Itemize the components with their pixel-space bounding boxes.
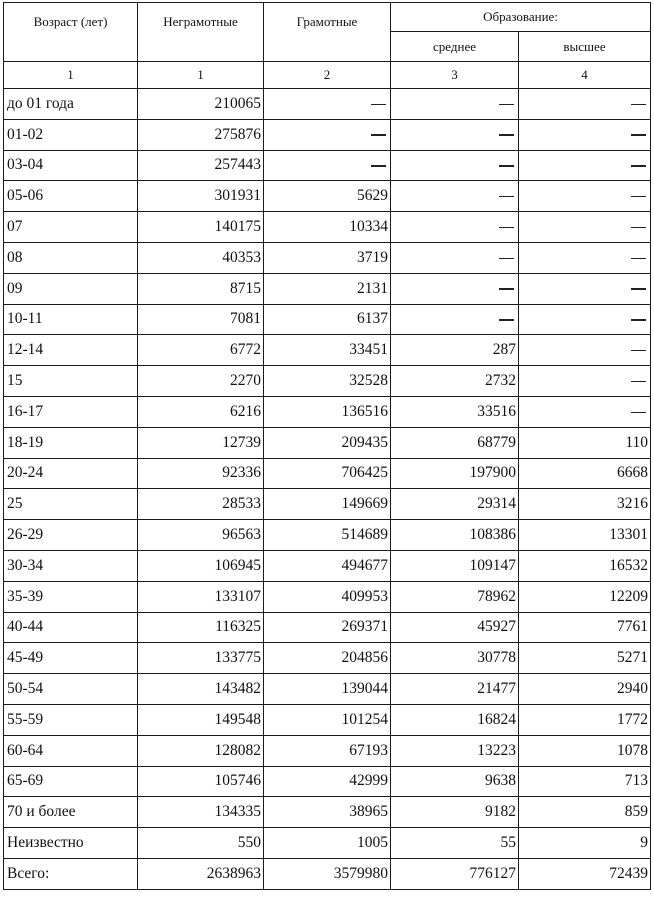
age-cell: 40-44 [4,612,138,643]
illiterate-cell: 7081 [138,304,264,335]
table-row [4,212,651,243]
table-row [4,119,651,150]
age-cell: 20-24 [4,458,138,489]
header-secondary: среднее [391,32,519,62]
secondary-cell: 55 [391,828,519,859]
secondary-cell [391,242,519,273]
literate-cell [264,119,391,150]
header-illiterate: Неграмотные [138,3,264,62]
literate-cell: 409953 [264,581,391,612]
age-cell: 08 [4,242,138,273]
illiterate-cell: 550 [138,828,264,859]
illiterate-cell: 6216 [138,396,264,427]
empty-value-dash [631,104,646,105]
table-row [4,581,651,612]
empty-value-dash [499,319,514,320]
empty-value-dash [499,104,514,105]
higher-cell: 713 [519,766,651,797]
age-cell: 65-69 [4,766,138,797]
literate-cell: 5629 [264,181,391,212]
secondary-cell [391,273,519,304]
literate-cell: 269371 [264,612,391,643]
age-cell: 26-29 [4,520,138,551]
header-education: Образование: [391,3,651,32]
secondary-cell [391,119,519,150]
higher-cell [519,242,651,273]
illiterate-cell: 28533 [138,489,264,520]
age-cell: 35-39 [4,581,138,612]
secondary-cell [391,304,519,335]
table-row [4,766,651,797]
literate-cell: 33451 [264,335,391,366]
secondary-cell: 9638 [391,766,519,797]
literate-cell: 2131 [264,273,391,304]
higher-cell [519,119,651,150]
illiterate-cell: 105746 [138,766,264,797]
secondary-cell: 45927 [391,612,519,643]
table-row [4,735,651,766]
age-cell: 45-49 [4,643,138,674]
literate-cell: 514689 [264,520,391,551]
higher-cell: 2940 [519,674,651,705]
age-cell: 09 [4,273,138,304]
illiterate-cell: 128082 [138,735,264,766]
age-cell: 50-54 [4,674,138,705]
literate-cell: 67193 [264,735,391,766]
literate-cell: 149669 [264,489,391,520]
age-cell: 05-06 [4,181,138,212]
illiterate-cell: 6772 [138,335,264,366]
secondary-cell: 287 [391,335,519,366]
empty-value-dash [371,104,386,105]
empty-value-dash [631,258,646,259]
table-row [4,489,651,520]
higher-cell: 3216 [519,489,651,520]
higher-cell: 7761 [519,612,651,643]
secondary-cell [391,150,519,181]
age-cell: Всего: [4,858,138,889]
age-cell: 01-02 [4,119,138,150]
empty-value-dash [499,227,514,228]
empty-value-dash [499,134,514,135]
empty-value-dash [631,165,646,166]
illiterate-cell: 2270 [138,366,264,397]
higher-cell [519,396,651,427]
table-row [4,550,651,581]
literate-cell: 494677 [264,550,391,581]
secondary-cell: 109147 [391,550,519,581]
illiterate-cell: 8715 [138,273,264,304]
higher-cell [519,273,651,304]
age-cell: 03-04 [4,150,138,181]
secondary-cell: 29314 [391,489,519,520]
literate-cell: 209435 [264,427,391,458]
empty-value-dash [499,258,514,259]
header-literate: Грамотные [264,3,391,62]
age-cell: 12-14 [4,335,138,366]
empty-value-dash [631,196,646,197]
higher-cell [519,181,651,212]
empty-value-dash [499,288,514,289]
age-cell: 30-34 [4,550,138,581]
literate-cell: 38965 [264,797,391,828]
literate-cell: 10334 [264,212,391,243]
age-cell: до 01 года [4,89,138,120]
illiterate-cell: 92336 [138,458,264,489]
literate-cell [264,150,391,181]
column-number: 4 [519,62,651,89]
empty-value-dash [371,134,386,135]
age-cell: 70 и более [4,797,138,828]
population-literacy-table [3,2,651,890]
column-number: 2 [264,62,391,89]
literate-cell: 42999 [264,766,391,797]
age-cell: 10-11 [4,304,138,335]
literate-cell: 136516 [264,396,391,427]
illiterate-cell: 40353 [138,242,264,273]
higher-cell [519,304,651,335]
secondary-cell: 13223 [391,735,519,766]
empty-value-dash [631,350,646,351]
secondary-cell [391,89,519,120]
column-number: 1 [138,62,264,89]
secondary-cell: 776127 [391,858,519,889]
higher-cell [519,212,651,243]
higher-cell: 12209 [519,581,651,612]
illiterate-cell: 134335 [138,797,264,828]
higher-cell: 5271 [519,643,651,674]
secondary-cell [391,212,519,243]
table-row [4,643,651,674]
illiterate-cell: 257443 [138,150,264,181]
empty-value-dash [631,134,646,135]
illiterate-cell: 149548 [138,704,264,735]
table-body [4,89,651,890]
table-row [4,797,651,828]
column-number: 3 [391,62,519,89]
higher-cell: 72439 [519,858,651,889]
column-number: 1 [4,62,138,89]
age-cell: 25 [4,489,138,520]
table-row [4,304,651,335]
illiterate-cell: 12739 [138,427,264,458]
table-row [4,396,651,427]
literate-cell: 3719 [264,242,391,273]
literate-cell: 101254 [264,704,391,735]
illiterate-cell: 2638963 [138,858,264,889]
table-row [4,858,651,889]
illiterate-cell: 140175 [138,212,264,243]
empty-value-dash [371,165,386,166]
empty-value-dash [499,165,514,166]
table-row [4,242,651,273]
age-cell: 18-19 [4,427,138,458]
secondary-cell: 16824 [391,704,519,735]
illiterate-cell: 133775 [138,643,264,674]
higher-cell: 859 [519,797,651,828]
literate-cell: 6137 [264,304,391,335]
higher-cell [519,366,651,397]
age-cell: 55-59 [4,704,138,735]
higher-cell: 1078 [519,735,651,766]
secondary-cell: 197900 [391,458,519,489]
age-cell: 60-64 [4,735,138,766]
empty-value-dash [631,381,646,382]
higher-cell [519,150,651,181]
age-cell: 07 [4,212,138,243]
illiterate-cell: 301931 [138,181,264,212]
secondary-cell: 78962 [391,581,519,612]
illiterate-cell: 210065 [138,89,264,120]
secondary-cell: 21477 [391,674,519,705]
table-row [4,181,651,212]
illiterate-cell: 106945 [138,550,264,581]
table-row [4,89,651,120]
higher-cell: 110 [519,427,651,458]
higher-cell [519,335,651,366]
column-numbers-row [4,62,651,89]
higher-cell: 6668 [519,458,651,489]
header-age: Возраст (лет) [4,3,138,62]
illiterate-cell: 143482 [138,674,264,705]
empty-value-dash [499,196,514,197]
age-cell: Неизвестно [4,828,138,859]
secondary-cell: 33516 [391,396,519,427]
table-row [4,458,651,489]
illiterate-cell: 96563 [138,520,264,551]
literate-cell: 139044 [264,674,391,705]
secondary-cell: 2732 [391,366,519,397]
higher-cell: 16532 [519,550,651,581]
secondary-cell [391,181,519,212]
higher-cell: 13301 [519,520,651,551]
table-row [4,427,651,458]
literate-cell: 706425 [264,458,391,489]
table-row [4,674,651,705]
illiterate-cell: 133107 [138,581,264,612]
age-cell: 15 [4,366,138,397]
table-row [4,273,651,304]
table-row [4,828,651,859]
table-row [4,612,651,643]
secondary-cell: 108386 [391,520,519,551]
literate-cell: 32528 [264,366,391,397]
higher-cell [519,89,651,120]
higher-cell: 1772 [519,704,651,735]
secondary-cell: 9182 [391,797,519,828]
empty-value-dash [631,227,646,228]
age-cell: 16-17 [4,396,138,427]
empty-value-dash [631,412,646,413]
secondary-cell: 30778 [391,643,519,674]
empty-value-dash [631,319,646,320]
table-row [4,704,651,735]
literate-cell [264,89,391,120]
illiterate-cell: 275876 [138,119,264,150]
empty-value-dash [631,288,646,289]
header-higher: высшее [519,32,651,62]
table-row [4,520,651,551]
table-row [4,150,651,181]
higher-cell: 9 [519,828,651,859]
secondary-cell: 68779 [391,427,519,458]
literate-cell: 204856 [264,643,391,674]
table-row [4,335,651,366]
literate-cell: 1005 [264,828,391,859]
table-row [4,366,651,397]
illiterate-cell: 116325 [138,612,264,643]
literate-cell: 3579980 [264,858,391,889]
